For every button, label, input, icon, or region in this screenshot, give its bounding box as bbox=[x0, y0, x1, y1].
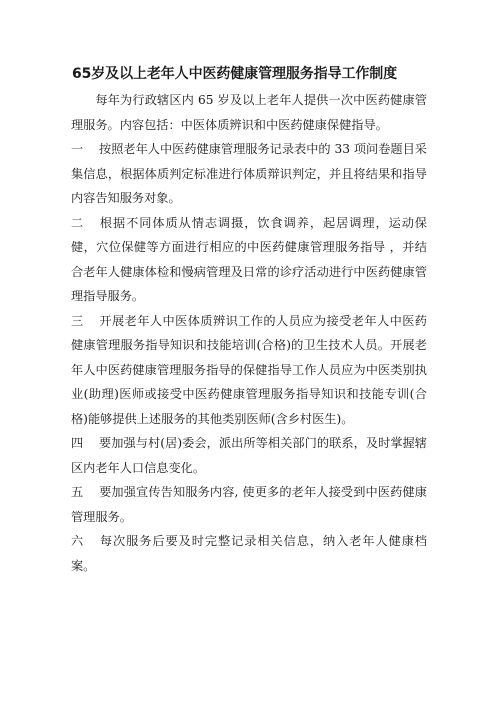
intro-paragraph: 每年为行政辖区内 65 岁及以上老年人提供一次中医药健康管理服务。内容包括：中医体质辨识和中医药健康保健指导。 bbox=[71, 93, 427, 132]
item-number: 四 bbox=[71, 436, 84, 450]
item-number: 二 bbox=[71, 215, 84, 230]
item-number: 五 bbox=[71, 485, 84, 499]
list-item bbox=[71, 431, 427, 480]
document-title: 65岁及以上老年人中医药健康管理服务指导工作制度 bbox=[72, 66, 398, 82]
item-text: 每次服务后要及时完整记录相关信息，纳入老年人健康档案。 bbox=[71, 534, 427, 573]
item-text: 要加强宣传告知服务内容, 使更多的老年人接受到中医药健康管理服务。 bbox=[71, 485, 427, 524]
item-number: 六 bbox=[71, 534, 84, 548]
item-text: 开展老年人中医体质辨识工作的人员应为接受老年人中医药健康管理服务指导知识和技能培训(合格)的卫生技术人员。开展老年人中医药健康管理服务指导的保健指导工作人员应为中医类别执业(助理)医师或接受中医药健康管理服务指导知识和技能专训(合格)能够提供上述服务的其他类别医师(含乡村医生)。 bbox=[71, 313, 427, 426]
list-item bbox=[71, 480, 427, 529]
item-number: 一 bbox=[71, 142, 84, 156]
list-item bbox=[71, 529, 427, 578]
list-item bbox=[71, 211, 427, 309]
item-number: 三 bbox=[71, 313, 84, 328]
item-text: 按照老年人中医药健康管理服务记录表中的 33 项问卷题目采集信息，根据体质判定标准进行体质辩识判定，并且将结果和指导内容告知服务对象。 bbox=[71, 142, 427, 205]
document-body bbox=[71, 88, 427, 578]
item-text: 要加强与村(居)委会，派出所等相关部门的联系，及时掌握辖区内老年人口信息变化。 bbox=[71, 436, 427, 475]
list-item bbox=[71, 137, 427, 211]
item-text: 根据不同体质从情志调摄，饮食调养，起居调理，运动保健，穴位保健等方面进行相应的中医药健康管理服务指导 ，并结合老年人健康体检和慢病管理及日常的诊疗活动进行中医药健康管理指导服务。 bbox=[71, 215, 427, 303]
list-item bbox=[71, 309, 427, 432]
